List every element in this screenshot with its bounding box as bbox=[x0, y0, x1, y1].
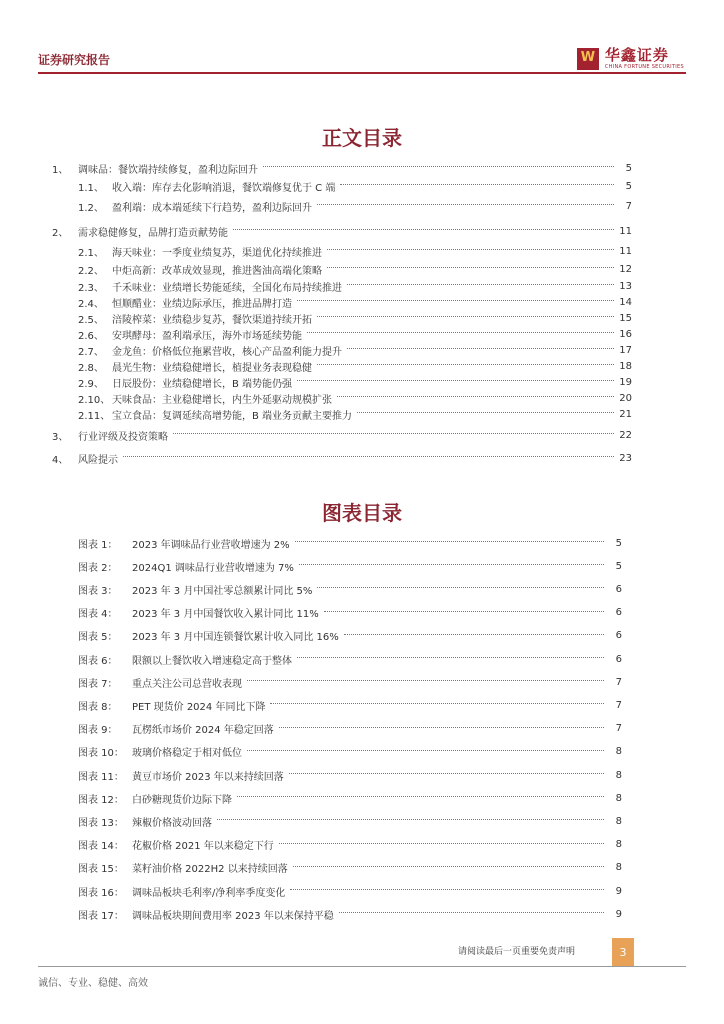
toc-entry-title: 收入端：库存去化影响消退，餐饮端修复优于 C 端 bbox=[112, 182, 336, 194]
toc-entry-number: 图表 15： bbox=[78, 864, 124, 876]
toc-entry-title: 2023 年 3 月中国餐饮收入累计同比 11% bbox=[132, 609, 319, 621]
toc-entry[interactable] bbox=[78, 558, 622, 574]
toc-entry-number: 图表 14： bbox=[78, 841, 124, 853]
toc-leader-dots bbox=[279, 843, 604, 844]
toc-entry-title: 海天味业：一季度业绩复苏，渠道优化持续推进 bbox=[112, 247, 322, 259]
toc-entry[interactable] bbox=[78, 628, 622, 644]
toc-entry-page: 7 bbox=[625, 200, 632, 212]
toc-entry-title: 需求稳健修复，品牌打造贡献势能 bbox=[78, 227, 228, 239]
toc-entry-title: 天味食品：主业稳健增长，内生外延驱动规模扩张 bbox=[112, 394, 332, 406]
toc-entry-number: 图表 16： bbox=[78, 887, 124, 899]
toc-leader-dots bbox=[327, 267, 614, 268]
toc-entry-number: 2.10、 bbox=[78, 394, 111, 406]
toc-entry-page: 7 bbox=[615, 723, 622, 735]
toc-entry-page: 6 bbox=[615, 583, 622, 595]
toc-entry-title: 菜籽油价格 2022H2 以来持续回落 bbox=[132, 864, 288, 876]
toc-entry[interactable] bbox=[78, 651, 622, 667]
toc-entry-number: 图表 8： bbox=[78, 701, 118, 713]
toc-entry-page: 13 bbox=[619, 280, 632, 292]
toc-leader-dots bbox=[299, 564, 604, 565]
toc-entry[interactable] bbox=[78, 581, 622, 597]
toc-entry-title: 风险提示 bbox=[78, 454, 118, 466]
toc-leader-dots bbox=[357, 412, 614, 413]
toc-entry-number: 图表 3： bbox=[78, 585, 118, 597]
toc-entry-number: 图表 5： bbox=[78, 632, 118, 644]
toc-entry[interactable] bbox=[78, 883, 622, 899]
toc-entry-number: 图表 13： bbox=[78, 817, 124, 829]
toc-entry-number: 2.9、 bbox=[78, 378, 104, 390]
toc-leader-dots bbox=[123, 456, 614, 457]
toc-entry-page: 22 bbox=[619, 429, 632, 441]
toc-leader-dots bbox=[337, 396, 614, 397]
toc-entry-title: 限额以上餐饮收入增速稳定高于整体 bbox=[132, 655, 292, 667]
toc-entry-title: 调味品板块期间费用率 2023 年以来保持平稳 bbox=[132, 910, 334, 922]
toc-leader-dots bbox=[247, 680, 604, 681]
toc-entry-page: 14 bbox=[619, 296, 632, 308]
logo-mark-icon bbox=[577, 48, 599, 70]
toc-entry-page: 8 bbox=[615, 792, 622, 804]
toc-entry-page: 8 bbox=[615, 769, 622, 781]
toc-leader-dots bbox=[290, 889, 604, 890]
company-logo bbox=[577, 46, 684, 72]
toc-leader-dots bbox=[289, 773, 604, 774]
toc-leader-dots bbox=[247, 750, 604, 751]
toc-entry-title: 安琪酵母：盈利端承压，海外市场延续势能 bbox=[112, 330, 302, 342]
toc-entry-number: 2.2、 bbox=[78, 265, 104, 277]
page-number-badge: 3 bbox=[612, 938, 634, 966]
toc-entry-number: 图表 12： bbox=[78, 794, 124, 806]
toc-entry-number: 图表 17： bbox=[78, 910, 124, 922]
toc-entry[interactable] bbox=[78, 813, 622, 829]
toc-entry[interactable] bbox=[78, 767, 622, 783]
toc-entry-page: 5 bbox=[625, 180, 632, 192]
toc-leader-dots bbox=[173, 433, 614, 434]
toc-entry-number: 图表 10： bbox=[78, 748, 124, 760]
toc-entry[interactable] bbox=[78, 744, 622, 760]
toc-entry-title: 黄豆市场价 2023 年以来持续回落 bbox=[132, 771, 284, 783]
toc-entry-title: 瓦楞纸市场价 2024 年稳定回落 bbox=[132, 725, 274, 737]
toc-entry[interactable] bbox=[52, 427, 632, 443]
toc-entry-page: 7 bbox=[615, 699, 622, 711]
toc-entry-title: 金龙鱼：价格低位拖累营收，核心产品盈利能力提升 bbox=[112, 346, 342, 358]
toc-entry[interactable] bbox=[78, 697, 622, 713]
toc-entry-title: 花椒价格 2021 年以来稳定下行 bbox=[132, 841, 274, 853]
toc-entry[interactable] bbox=[78, 310, 632, 326]
toc-entry-page: 17 bbox=[619, 344, 632, 356]
toc-entry[interactable] bbox=[52, 450, 632, 466]
toc-entry-number: 2.6、 bbox=[78, 330, 104, 342]
toc-entry[interactable] bbox=[78, 721, 622, 737]
toc-entry-number: 2.4、 bbox=[78, 298, 104, 310]
toc-entry-title: 2023 年调味品行业营收增速为 2% bbox=[132, 539, 290, 551]
toc-entry[interactable] bbox=[78, 535, 622, 551]
toc-entry-page: 8 bbox=[615, 815, 622, 827]
toc-entry-page: 18 bbox=[619, 360, 632, 372]
toc-entry-page: 20 bbox=[619, 392, 632, 404]
toc-entry-number: 图表 11： bbox=[78, 771, 124, 783]
toc-entry-number: 4、 bbox=[52, 454, 69, 466]
toc-entry-page: 23 bbox=[619, 452, 632, 464]
toc-entry[interactable] bbox=[78, 605, 622, 621]
toc-leader-dots bbox=[327, 249, 614, 250]
toc-leader-dots bbox=[237, 796, 604, 797]
toc-leader-dots bbox=[347, 348, 614, 349]
toc-entry[interactable] bbox=[78, 198, 632, 214]
toc-entry[interactable] bbox=[52, 223, 632, 239]
toc-entry-page: 8 bbox=[615, 839, 622, 851]
toc-leader-dots bbox=[217, 819, 604, 820]
toc-entry[interactable] bbox=[78, 261, 632, 277]
toc-entry-title: 调味品板块毛利率/净利率季度变化 bbox=[132, 887, 286, 899]
toc-entry-number: 图表 7： bbox=[78, 678, 118, 690]
toc-entry-page: 11 bbox=[619, 245, 632, 257]
toc-entry[interactable] bbox=[78, 374, 632, 390]
toc-entry-page: 5 bbox=[615, 537, 622, 549]
toc-entry-page: 9 bbox=[615, 885, 622, 897]
toc-leader-dots bbox=[340, 184, 614, 185]
logo-name-cn: 华鑫证券 bbox=[604, 46, 669, 64]
toc-leader-dots bbox=[297, 380, 614, 381]
toc-entry-title: 调味品：餐饮端持续修复，盈利边际回升 bbox=[78, 164, 258, 176]
toc-entry-number: 图表 9： bbox=[78, 725, 118, 737]
toc-entry-page: 6 bbox=[615, 607, 622, 619]
toc-entry-number: 图表 6： bbox=[78, 655, 118, 667]
toc-leader-dots bbox=[317, 587, 604, 588]
toc-entry-page: 8 bbox=[615, 746, 622, 758]
report-type-label: 证券研究报告 bbox=[38, 53, 111, 67]
toc-entry-title: 涪陵榨菜：业绩稳步复苏，餐饮渠道持续开拓 bbox=[112, 314, 312, 326]
footer-divider bbox=[38, 966, 686, 967]
toc-entry[interactable] bbox=[78, 390, 632, 406]
toc-leader-dots bbox=[297, 657, 604, 658]
toc-entry-number: 2.1、 bbox=[78, 247, 104, 259]
toc-entry-number: 1、 bbox=[52, 164, 69, 176]
toc-entry-title: 宝立食品：复调延续高增势能，B 端业务贡献主要推力 bbox=[112, 410, 353, 422]
figures-title: 图表目录 bbox=[322, 501, 402, 525]
toc-entry[interactable] bbox=[78, 674, 622, 690]
toc-entry-title: 行业评级及投资策略 bbox=[78, 431, 168, 443]
toc-entry-number: 1.2、 bbox=[78, 202, 104, 214]
toc-leader-dots bbox=[295, 541, 604, 542]
toc-entry-title: 玻璃价格稳定于相对低位 bbox=[132, 748, 242, 760]
toc-entry-title: 中炬高新：改革成效显现，推进酱油高端化策略 bbox=[112, 265, 322, 277]
toc-entry-title: 2024Q1 调味品行业营收增速为 7% bbox=[132, 562, 294, 574]
toc-entry[interactable] bbox=[52, 160, 632, 176]
toc-entry-number: 图表 4： bbox=[78, 609, 118, 621]
toc-leader-dots bbox=[233, 229, 614, 230]
toc-entry-number: 2、 bbox=[52, 227, 69, 239]
toc-entry-page: 5 bbox=[625, 162, 632, 174]
toc-leader-dots bbox=[297, 300, 614, 301]
toc-entry[interactable] bbox=[78, 837, 622, 853]
toc-entry-page: 8 bbox=[615, 862, 622, 874]
toc-entry[interactable] bbox=[78, 326, 632, 342]
toc-entry-page: 6 bbox=[615, 630, 622, 642]
toc-entry[interactable] bbox=[78, 906, 622, 922]
toc-entry-title: 晨光生物：业绩稳健增长，植提业务表现稳健 bbox=[112, 362, 312, 374]
toc-entry[interactable] bbox=[78, 278, 632, 294]
toc-entry-number: 2.11、 bbox=[78, 410, 111, 422]
toc-leader-dots bbox=[317, 316, 614, 317]
logo-name-en: CHINA FORTUNE SECURITIES bbox=[604, 64, 684, 70]
toc-leader-dots bbox=[279, 727, 604, 728]
toc-entry-number: 1.1、 bbox=[78, 182, 104, 194]
footer-slogan: 诚信、专业、稳健、高效 bbox=[38, 978, 148, 989]
toc-entry[interactable] bbox=[78, 243, 632, 259]
toc-entry-number: 2.3、 bbox=[78, 282, 104, 294]
page-header bbox=[38, 48, 686, 76]
toc-leader-dots bbox=[324, 611, 604, 612]
toc-leader-dots bbox=[317, 364, 614, 365]
toc-entry-page: 11 bbox=[619, 225, 632, 237]
toc-entry-number: 2.5、 bbox=[78, 314, 104, 326]
toc-entry-title: 恒顺醋业：业绩边际承压，推进品牌打造 bbox=[112, 298, 292, 310]
toc-leader-dots bbox=[293, 866, 604, 867]
toc-entry-number: 2.7、 bbox=[78, 346, 104, 358]
header-divider bbox=[38, 72, 686, 74]
toc-entry[interactable] bbox=[78, 860, 622, 876]
toc-entry-page: 7 bbox=[615, 676, 622, 688]
toc-entry-title: 辣椒价格波动回落 bbox=[132, 817, 212, 829]
toc-entry-number: 图表 1： bbox=[78, 539, 118, 551]
disclaimer-note: 请阅读最后一页重要免责声明 bbox=[458, 947, 576, 957]
toc-entry-page: 16 bbox=[619, 328, 632, 340]
toc-entry-page: 19 bbox=[619, 376, 632, 388]
toc-entry-page: 12 bbox=[619, 263, 632, 275]
toc-entry-title: 千禾味业：业绩增长势能延续，全国化布局持续推进 bbox=[112, 282, 342, 294]
toc-leader-dots bbox=[339, 912, 604, 913]
toc-entry[interactable] bbox=[78, 790, 622, 806]
toc-entry-page: 21 bbox=[619, 408, 632, 420]
toc-leader-dots bbox=[344, 634, 604, 635]
toc-leader-dots bbox=[317, 204, 614, 205]
toc-entry-title: 2023 年 3 月中国社零总额累计同比 5% bbox=[132, 585, 313, 597]
toc-entry[interactable] bbox=[78, 294, 632, 310]
toc-entry-page: 5 bbox=[615, 560, 622, 572]
toc-entry-number: 3、 bbox=[52, 431, 69, 443]
toc-entry-page: 9 bbox=[615, 908, 622, 920]
toc-entry[interactable] bbox=[78, 358, 632, 374]
toc-entry[interactable] bbox=[78, 178, 632, 194]
toc-entry-title: 重点关注公司总营收表现 bbox=[132, 678, 242, 690]
toc-entry-title: 盈利端：成本端延续下行趋势，盈利边际回升 bbox=[112, 202, 312, 214]
toc-entry-number: 2.8、 bbox=[78, 362, 104, 374]
contents-title: 正文目录 bbox=[322, 126, 402, 150]
toc-entry-number: 图表 2： bbox=[78, 562, 118, 574]
toc-leader-dots bbox=[307, 332, 614, 333]
toc-entry-title: 2023 年 3 月中国连锁餐饮累计收入同比 16% bbox=[132, 632, 339, 644]
toc-entry-title: 日辰股份：业绩稳健增长，B 端势能仍强 bbox=[112, 378, 293, 390]
toc-entry[interactable] bbox=[78, 406, 632, 422]
toc-leader-dots bbox=[270, 703, 604, 704]
toc-entry-page: 6 bbox=[615, 653, 622, 665]
toc-entry-title: PET 现货价 2024 年同比下降 bbox=[132, 701, 266, 713]
toc-leader-dots bbox=[263, 166, 614, 167]
toc-entry-page: 15 bbox=[619, 312, 632, 324]
toc-leader-dots bbox=[347, 284, 614, 285]
toc-entry-title: 白砂糖现货价边际下降 bbox=[132, 794, 232, 806]
toc-entry[interactable] bbox=[78, 342, 632, 358]
